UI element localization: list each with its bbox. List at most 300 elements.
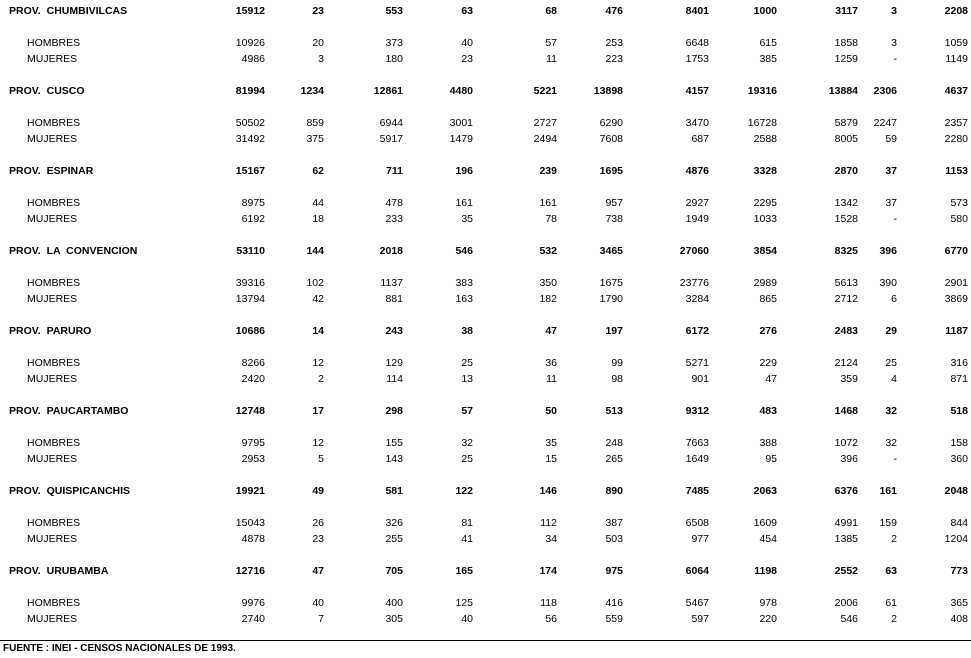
row-label: MUJERES: [27, 213, 78, 225]
row-label: HOMBRES: [27, 277, 81, 289]
table-cell: 59: [885, 133, 897, 145]
table-cell: 8005: [834, 133, 858, 145]
table-cell: 112: [540, 517, 557, 529]
table-cell: 396: [879, 245, 897, 257]
table-cell: 31492: [235, 133, 265, 145]
table-cell: 144: [306, 245, 324, 257]
table-cell: 23: [461, 53, 473, 65]
table-cell: 125: [455, 597, 473, 609]
table-cell: 5467: [685, 597, 709, 609]
table-cell: 687: [691, 133, 709, 145]
row-label: HOMBRES: [27, 37, 81, 49]
table-cell: 114: [386, 373, 403, 385]
table-cell: 8401: [685, 5, 709, 17]
table-cell: 39316: [235, 277, 265, 289]
table-cell: 298: [385, 405, 403, 417]
table-cell: 6290: [599, 117, 623, 129]
table-cell: 49: [312, 485, 324, 497]
province-total-row: [0, 164, 971, 178]
table-cell: 23: [312, 533, 324, 545]
table-cell: 6172: [685, 325, 709, 337]
table-cell: 5917: [379, 133, 403, 145]
table-cell: 2357: [944, 117, 968, 129]
table-cell: 25: [461, 453, 473, 465]
table-cell: 12: [312, 437, 324, 449]
table-cell: 3: [891, 37, 897, 49]
table-cell: 243: [385, 325, 403, 337]
table-row: [0, 436, 971, 450]
table-cell: 6064: [685, 565, 709, 577]
table-cell: 4876: [685, 165, 709, 177]
table-cell: 1468: [834, 405, 858, 417]
table-cell: 26: [312, 517, 324, 529]
table-cell: 6192: [241, 213, 265, 225]
table-cell: 8266: [241, 357, 265, 369]
table-cell: 163: [455, 293, 473, 305]
table-cell: 553: [385, 5, 403, 17]
table-cell: 3: [318, 53, 324, 65]
table-cell: 197: [605, 325, 623, 337]
table-cell: 1949: [685, 213, 709, 225]
table-cell: 387: [605, 517, 623, 529]
table-cell: 61: [885, 597, 897, 609]
table-cell: 375: [306, 133, 324, 145]
table-cell: 25: [461, 357, 473, 369]
table-cell: 7663: [685, 437, 709, 449]
table-cell: 1609: [753, 517, 777, 529]
table-cell: 12716: [235, 565, 265, 577]
table-cell: 161: [879, 485, 897, 497]
table-cell: 1059: [944, 37, 968, 49]
table-cell: 95: [765, 453, 777, 465]
table-cell: 1790: [599, 293, 623, 305]
table-cell: 8325: [834, 245, 858, 257]
table-cell: 165: [455, 565, 473, 577]
table-cell: 15043: [235, 517, 265, 529]
table-cell: 1259: [834, 53, 858, 65]
table-cell: 41: [461, 533, 473, 545]
table-cell: 4480: [449, 85, 473, 97]
table-cell: 1033: [753, 213, 777, 225]
table-cell: 9976: [241, 597, 265, 609]
table-cell: 316: [950, 357, 968, 369]
table-cell: 559: [605, 613, 623, 625]
table-cell: 2048: [944, 485, 968, 497]
footer-rule: [0, 640, 971, 641]
table-cell: 597: [691, 613, 709, 625]
table-cell: 81994: [235, 85, 265, 97]
table-cell: 890: [605, 485, 623, 497]
province-name: PROV. CHUMBIVILCAS: [9, 5, 128, 17]
table-cell: 2953: [241, 453, 265, 465]
row-label: MUJERES: [27, 53, 78, 65]
table-cell: 50: [545, 405, 557, 417]
table-cell: 47: [765, 373, 777, 385]
table-cell: 40: [461, 37, 473, 49]
table-cell: 38: [461, 325, 473, 337]
table-cell: 1342: [834, 197, 858, 209]
table-cell: 11: [546, 53, 557, 65]
table-cell: 7485: [685, 485, 709, 497]
table-row: [0, 532, 971, 546]
table-row: [0, 516, 971, 530]
table-row: [0, 452, 971, 466]
table-cell: 1153: [945, 165, 968, 177]
table-cell: 977: [691, 533, 709, 545]
table-cell: 23: [312, 5, 324, 17]
table-cell: 1234: [300, 85, 324, 97]
table-cell: 388: [759, 437, 777, 449]
table-cell: 2870: [834, 165, 858, 177]
table-cell: 276: [759, 325, 777, 337]
table-cell: 360: [950, 453, 968, 465]
table-cell: 99: [611, 357, 623, 369]
table-cell: 5: [318, 453, 324, 465]
table-cell: 476: [605, 5, 623, 17]
province-name: PROV. CUSCO: [9, 85, 85, 97]
table-cell: 2727: [533, 117, 557, 129]
table-cell: 11: [546, 373, 557, 385]
province-name: PROV. LA CONVENCION: [9, 245, 138, 257]
table-cell: 2306: [873, 85, 897, 97]
table-cell: 182: [539, 293, 557, 305]
table-cell: 1858: [834, 37, 858, 49]
table-cell: 158: [950, 437, 968, 449]
table-cell: 37: [885, 165, 897, 177]
row-label: HOMBRES: [27, 117, 81, 129]
table-cell: 13: [461, 373, 473, 385]
table-cell: 248: [605, 437, 623, 449]
province-total-row: [0, 484, 971, 498]
table-cell: 773: [950, 565, 968, 577]
table-cell: 146: [539, 485, 557, 497]
table-cell: 1385: [834, 533, 858, 545]
table-cell: 13794: [235, 293, 265, 305]
table-cell: 2420: [241, 373, 265, 385]
table-row: [0, 196, 971, 210]
table-cell: 6508: [685, 517, 709, 529]
table-cell: 2006: [834, 597, 858, 609]
table-cell: 9312: [685, 405, 709, 417]
table-cell: 102: [306, 277, 324, 289]
table-cell: 3117: [835, 5, 858, 17]
table-row: [0, 596, 971, 610]
table-cell: 4991: [834, 517, 858, 529]
province-total-row: [0, 324, 971, 338]
table-cell: 36: [545, 357, 557, 369]
table-row: [0, 132, 971, 146]
table-cell: 383: [455, 277, 473, 289]
table-cell: 2124: [834, 357, 858, 369]
table-cell: 503: [605, 533, 623, 545]
table-cell: 63: [461, 5, 473, 17]
table-cell: 390: [879, 277, 897, 289]
province-name: PROV. URUBAMBA: [9, 565, 109, 577]
table-cell: 844: [950, 517, 968, 529]
table-cell: 50502: [235, 117, 265, 129]
table-cell: 2280: [944, 133, 968, 145]
table-cell: 98: [611, 373, 623, 385]
table-cell: 2740: [241, 613, 265, 625]
table-cell: 14: [312, 325, 324, 337]
table-cell: 16728: [747, 117, 777, 129]
table-cell: 129: [385, 357, 403, 369]
table-cell: 3: [891, 5, 897, 17]
table-cell: 615: [759, 37, 777, 49]
table-cell: 865: [759, 293, 777, 305]
table-cell: 5613: [834, 277, 858, 289]
table-cell: 6944: [379, 117, 403, 129]
table-cell: 53110: [236, 245, 265, 257]
table-cell: 2712: [834, 293, 858, 305]
table-cell: 359: [840, 373, 858, 385]
table-cell: 13884: [828, 85, 858, 97]
table-cell: 957: [605, 197, 623, 209]
table-cell: 57: [545, 37, 557, 49]
table-cell: 40: [461, 613, 473, 625]
table-cell: 5271: [685, 357, 709, 369]
table-cell: 975: [605, 565, 623, 577]
table-cell: 2295: [753, 197, 777, 209]
province-total-row: [0, 564, 971, 578]
row-label: MUJERES: [27, 293, 78, 305]
row-label: HOMBRES: [27, 517, 81, 529]
table-cell: 143: [385, 453, 403, 465]
province-total-row: [0, 4, 971, 18]
table-cell: 81: [461, 517, 473, 529]
table-cell: 978: [759, 597, 777, 609]
table-cell: 63: [885, 565, 897, 577]
table-cell: -: [893, 53, 897, 65]
table-cell: 326: [385, 517, 403, 529]
table-row: [0, 356, 971, 370]
table-cell: 532: [539, 245, 557, 257]
table-cell: 19316: [747, 85, 777, 97]
table-cell: 4: [891, 373, 897, 385]
table-cell: 2927: [685, 197, 709, 209]
table-cell: 518: [950, 405, 968, 417]
row-label: MUJERES: [27, 133, 78, 145]
table-cell: 4878: [241, 533, 265, 545]
table-cell: 180: [385, 53, 403, 65]
table-row: [0, 36, 971, 50]
table-cell: 373: [385, 37, 403, 49]
table-cell: 19921: [235, 485, 265, 497]
row-label: HOMBRES: [27, 597, 81, 609]
table-cell: 15167: [235, 165, 265, 177]
row-label: MUJERES: [27, 613, 78, 625]
row-label: HOMBRES: [27, 197, 81, 209]
table-cell: -: [893, 453, 897, 465]
table-cell: 4986: [241, 53, 265, 65]
table-cell: 1649: [685, 453, 709, 465]
row-label: HOMBRES: [27, 357, 81, 369]
table-cell: 161: [455, 197, 473, 209]
table-cell: 365: [950, 597, 968, 609]
table-cell: 350: [539, 277, 557, 289]
table-row: [0, 292, 971, 306]
table-cell: 12861: [373, 85, 403, 97]
province-total-row: [0, 404, 971, 418]
table-cell: 4157: [685, 85, 709, 97]
table-cell: -: [893, 213, 897, 225]
table-cell: 17: [312, 405, 324, 417]
row-label: MUJERES: [27, 373, 78, 385]
table-cell: 40: [312, 597, 324, 609]
table-cell: 10926: [235, 37, 265, 49]
table-cell: 3328: [753, 165, 777, 177]
table-cell: 35: [545, 437, 557, 449]
table-cell: 1528: [834, 213, 858, 225]
table-cell: 44: [312, 197, 324, 209]
table-cell: 32: [885, 405, 897, 417]
table-cell: 3465: [599, 245, 623, 257]
table-cell: 385: [759, 53, 777, 65]
table-cell: 229: [759, 357, 777, 369]
table-cell: 7: [318, 613, 324, 625]
table-cell: 47: [312, 565, 324, 577]
table-cell: 2: [891, 533, 897, 545]
table-row: [0, 52, 971, 66]
table-cell: 159: [879, 517, 897, 529]
table-cell: 265: [605, 453, 623, 465]
table-row: [0, 276, 971, 290]
table-cell: 1204: [944, 533, 968, 545]
table-cell: 881: [385, 293, 403, 305]
table-cell: 223: [605, 53, 623, 65]
table-cell: 416: [605, 597, 623, 609]
table-cell: 161: [539, 197, 557, 209]
table-cell: 239: [539, 165, 557, 177]
table-cell: 6376: [834, 485, 858, 497]
table-cell: 1675: [599, 277, 623, 289]
table-cell: 1000: [753, 5, 777, 17]
table-cell: 62: [312, 165, 324, 177]
province-name: PROV. ESPINAR: [9, 165, 94, 177]
table-cell: 2: [891, 613, 897, 625]
table-cell: 573: [950, 197, 968, 209]
table-cell: 18: [312, 213, 324, 225]
table-cell: 1198: [754, 565, 777, 577]
table-cell: 2: [318, 373, 324, 385]
province-total-row: [0, 84, 971, 98]
table-cell: 8975: [241, 197, 265, 209]
table-cell: 581: [385, 485, 403, 497]
table-cell: 7608: [599, 133, 623, 145]
table-cell: 12748: [235, 405, 265, 417]
table-cell: 155: [385, 437, 403, 449]
table-cell: 122: [455, 485, 473, 497]
table-cell: 2247: [873, 117, 897, 129]
table-cell: 20: [312, 37, 324, 49]
table-cell: 42: [312, 293, 324, 305]
province-name: PROV. PAUCARTAMBO: [9, 405, 129, 417]
table-cell: 118: [540, 597, 557, 609]
table-cell: 220: [759, 613, 777, 625]
table-cell: 32: [885, 437, 897, 449]
table-row: [0, 612, 971, 626]
table-cell: 711: [386, 165, 403, 177]
table-cell: 253: [605, 37, 623, 49]
table-cell: 2552: [834, 565, 858, 577]
table-cell: 3470: [685, 117, 709, 129]
table-cell: 6: [891, 293, 897, 305]
province-name: PROV. QUISPICANCHIS: [9, 485, 131, 497]
table-cell: 196: [455, 165, 473, 177]
province-total-row: [0, 244, 971, 258]
table-cell: 2483: [834, 325, 858, 337]
table-cell: 3854: [753, 245, 777, 257]
table-cell: 23776: [679, 277, 709, 289]
table-cell: 1137: [380, 277, 403, 289]
table-cell: 233: [385, 213, 403, 225]
table-cell: 255: [385, 533, 403, 545]
table-cell: 2018: [379, 245, 403, 257]
table-cell: 174: [539, 565, 557, 577]
table-cell: 513: [605, 405, 623, 417]
table-cell: 454: [759, 533, 777, 545]
table-cell: 68: [545, 5, 557, 17]
table-cell: 5879: [834, 117, 858, 129]
table-cell: 3869: [944, 293, 968, 305]
row-label: HOMBRES: [27, 437, 81, 449]
table-row: [0, 372, 971, 386]
table-cell: 396: [840, 453, 858, 465]
table-cell: 705: [385, 565, 403, 577]
table-cell: 2588: [753, 133, 777, 145]
table-cell: 546: [455, 245, 473, 257]
table-cell: 2901: [944, 277, 968, 289]
table-cell: 546: [840, 613, 858, 625]
table-cell: 3284: [685, 293, 709, 305]
table-cell: 9795: [241, 437, 265, 449]
row-label: MUJERES: [27, 533, 78, 545]
table-cell: 1072: [834, 437, 858, 449]
table-cell: 13898: [593, 85, 623, 97]
table-cell: 47: [545, 325, 557, 337]
table-cell: 400: [385, 597, 403, 609]
table-cell: 32: [461, 437, 473, 449]
table-cell: 3001: [449, 117, 473, 129]
source-note: FUENTE : INEI - CENSOS NACIONALES DE 1993.: [3, 643, 236, 654]
table-cell: 78: [545, 213, 557, 225]
table-cell: 6648: [685, 37, 709, 49]
table-cell: 901: [691, 373, 709, 385]
table-cell: 871: [950, 373, 968, 385]
table-cell: 6770: [944, 245, 968, 257]
table-cell: 4637: [944, 85, 968, 97]
table-cell: 15: [545, 453, 557, 465]
row-label: MUJERES: [27, 453, 78, 465]
table-cell: 5221: [533, 85, 557, 97]
table-cell: 27060: [679, 245, 709, 257]
table-cell: 15912: [235, 5, 265, 17]
province-name: PROV. PARURO: [9, 325, 92, 337]
table-cell: 738: [605, 213, 623, 225]
table-row: [0, 116, 971, 130]
table-cell: 2989: [753, 277, 777, 289]
table-cell: 56: [545, 613, 557, 625]
table-cell: 2063: [753, 485, 777, 497]
table-cell: 29: [885, 325, 897, 337]
table-cell: 34: [545, 533, 557, 545]
table-cell: 10686: [235, 325, 265, 337]
table-cell: 12: [312, 357, 324, 369]
table-cell: 35: [461, 213, 473, 225]
table-cell: 2208: [944, 5, 968, 17]
table-cell: 1753: [685, 53, 709, 65]
table-cell: 1479: [449, 133, 473, 145]
